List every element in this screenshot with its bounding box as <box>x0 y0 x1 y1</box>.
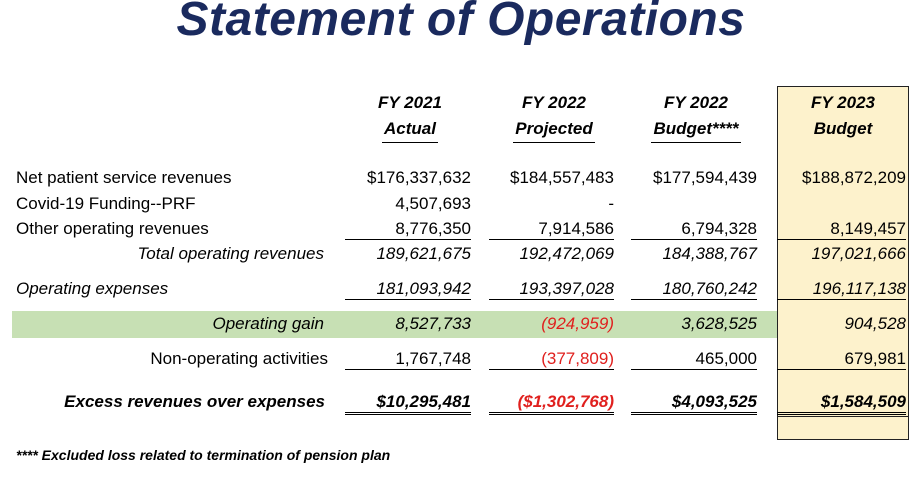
column-header-fy2023-budget <box>777 90 909 142</box>
cell-op-gain-fy2021: 8,527,733 <box>395 314 471 333</box>
cell-non-op-fy2021: 1,767,748 <box>345 349 471 370</box>
cell-total-rev-fy2023-budget: 197,021,666 <box>811 244 906 263</box>
row-label-net-patient-revenues: Net patient service revenues <box>16 168 232 187</box>
cell-total-rev-fy2022-budget: 184,388,767 <box>662 244 757 263</box>
column-header-year: FY 2023 <box>811 93 875 112</box>
cell-other-rev-fy2022-budget: 6,794,328 <box>631 219 757 240</box>
row-label-covid-funding: Covid-19 Funding--PRF <box>16 194 196 213</box>
cell-other-rev-fy2021: 8,776,350 <box>345 219 471 240</box>
cell-covid-fy2022-projected: - <box>608 194 614 213</box>
cell-op-gain-fy2022-projected: (924,959) <box>541 314 614 333</box>
row-label-other-operating-revenues: Other operating revenues <box>16 219 209 238</box>
cell-net-patient-fy2023-budget: $188,872,209 <box>802 168 906 187</box>
cell-op-exp-fy2023-budget: 196,117,138 <box>777 279 906 300</box>
cell-other-rev-fy2022-projected: 7,914,586 <box>489 219 614 240</box>
row-label-operating-gain: Operating gain <box>212 314 324 333</box>
cell-non-op-fy2022-projected: (377,809) <box>489 349 614 370</box>
row-label-excess-revenues: Excess revenues over expenses <box>64 392 325 411</box>
column-header-fy2022-budget <box>631 90 761 143</box>
cell-op-gain-fy2022-budget: 3,628,525 <box>681 314 757 333</box>
row-label-non-operating-activities: Non-operating activities <box>150 349 328 368</box>
cell-excess-fy2022-budget: $4,093,525 <box>631 392 757 415</box>
cell-op-exp-fy2021: 181,093,942 <box>345 279 471 300</box>
row-label-total-operating-revenues: Total operating revenues <box>137 244 324 263</box>
cell-op-exp-fy2022-projected: 193,397,028 <box>489 279 614 300</box>
footnote: **** Excluded loss related to termination of pension plan <box>16 447 391 463</box>
page-title: Statement of Operations <box>176 0 746 46</box>
budget-box-divider <box>778 416 908 417</box>
cell-excess-fy2021: $10,295,481 <box>345 392 471 415</box>
row-label-operating-expenses: Operating expenses <box>16 279 169 298</box>
cell-net-patient-fy2022-projected: $184,557,483 <box>510 168 614 187</box>
cell-other-rev-fy2023-budget: 8,149,457 <box>777 219 906 240</box>
cell-op-gain-fy2023-budget: 904,528 <box>844 314 906 333</box>
cell-covid-fy2021: 4,507,693 <box>395 194 471 213</box>
column-header-fy2022-projected <box>489 90 619 143</box>
cell-total-rev-fy2022-projected: 192,472,069 <box>519 244 614 263</box>
column-header-type: Projected <box>513 116 594 143</box>
cell-non-op-fy2022-budget: 465,000 <box>631 349 757 370</box>
column-header-year: FY 2022 <box>664 93 728 112</box>
column-header-type: Budget**** <box>651 116 740 143</box>
cell-excess-fy2023-budget: $1,584,509 <box>777 392 906 415</box>
column-header-type: Budget <box>813 119 873 138</box>
column-header-year: FY 2021 <box>378 93 442 112</box>
cell-net-patient-fy2021: $176,337,632 <box>367 168 471 187</box>
column-header-type: Actual <box>382 116 438 143</box>
cell-excess-fy2022-projected: ($1,302,768) <box>489 392 614 415</box>
cell-net-patient-fy2022-budget: $177,594,439 <box>653 168 757 187</box>
column-header-fy2021-actual <box>345 90 475 143</box>
cell-total-rev-fy2021: 189,621,675 <box>376 244 471 263</box>
column-header-year: FY 2022 <box>522 93 586 112</box>
cell-op-exp-fy2022-budget: 180,760,242 <box>631 279 757 300</box>
cell-non-op-fy2023-budget: 679,981 <box>777 349 906 370</box>
